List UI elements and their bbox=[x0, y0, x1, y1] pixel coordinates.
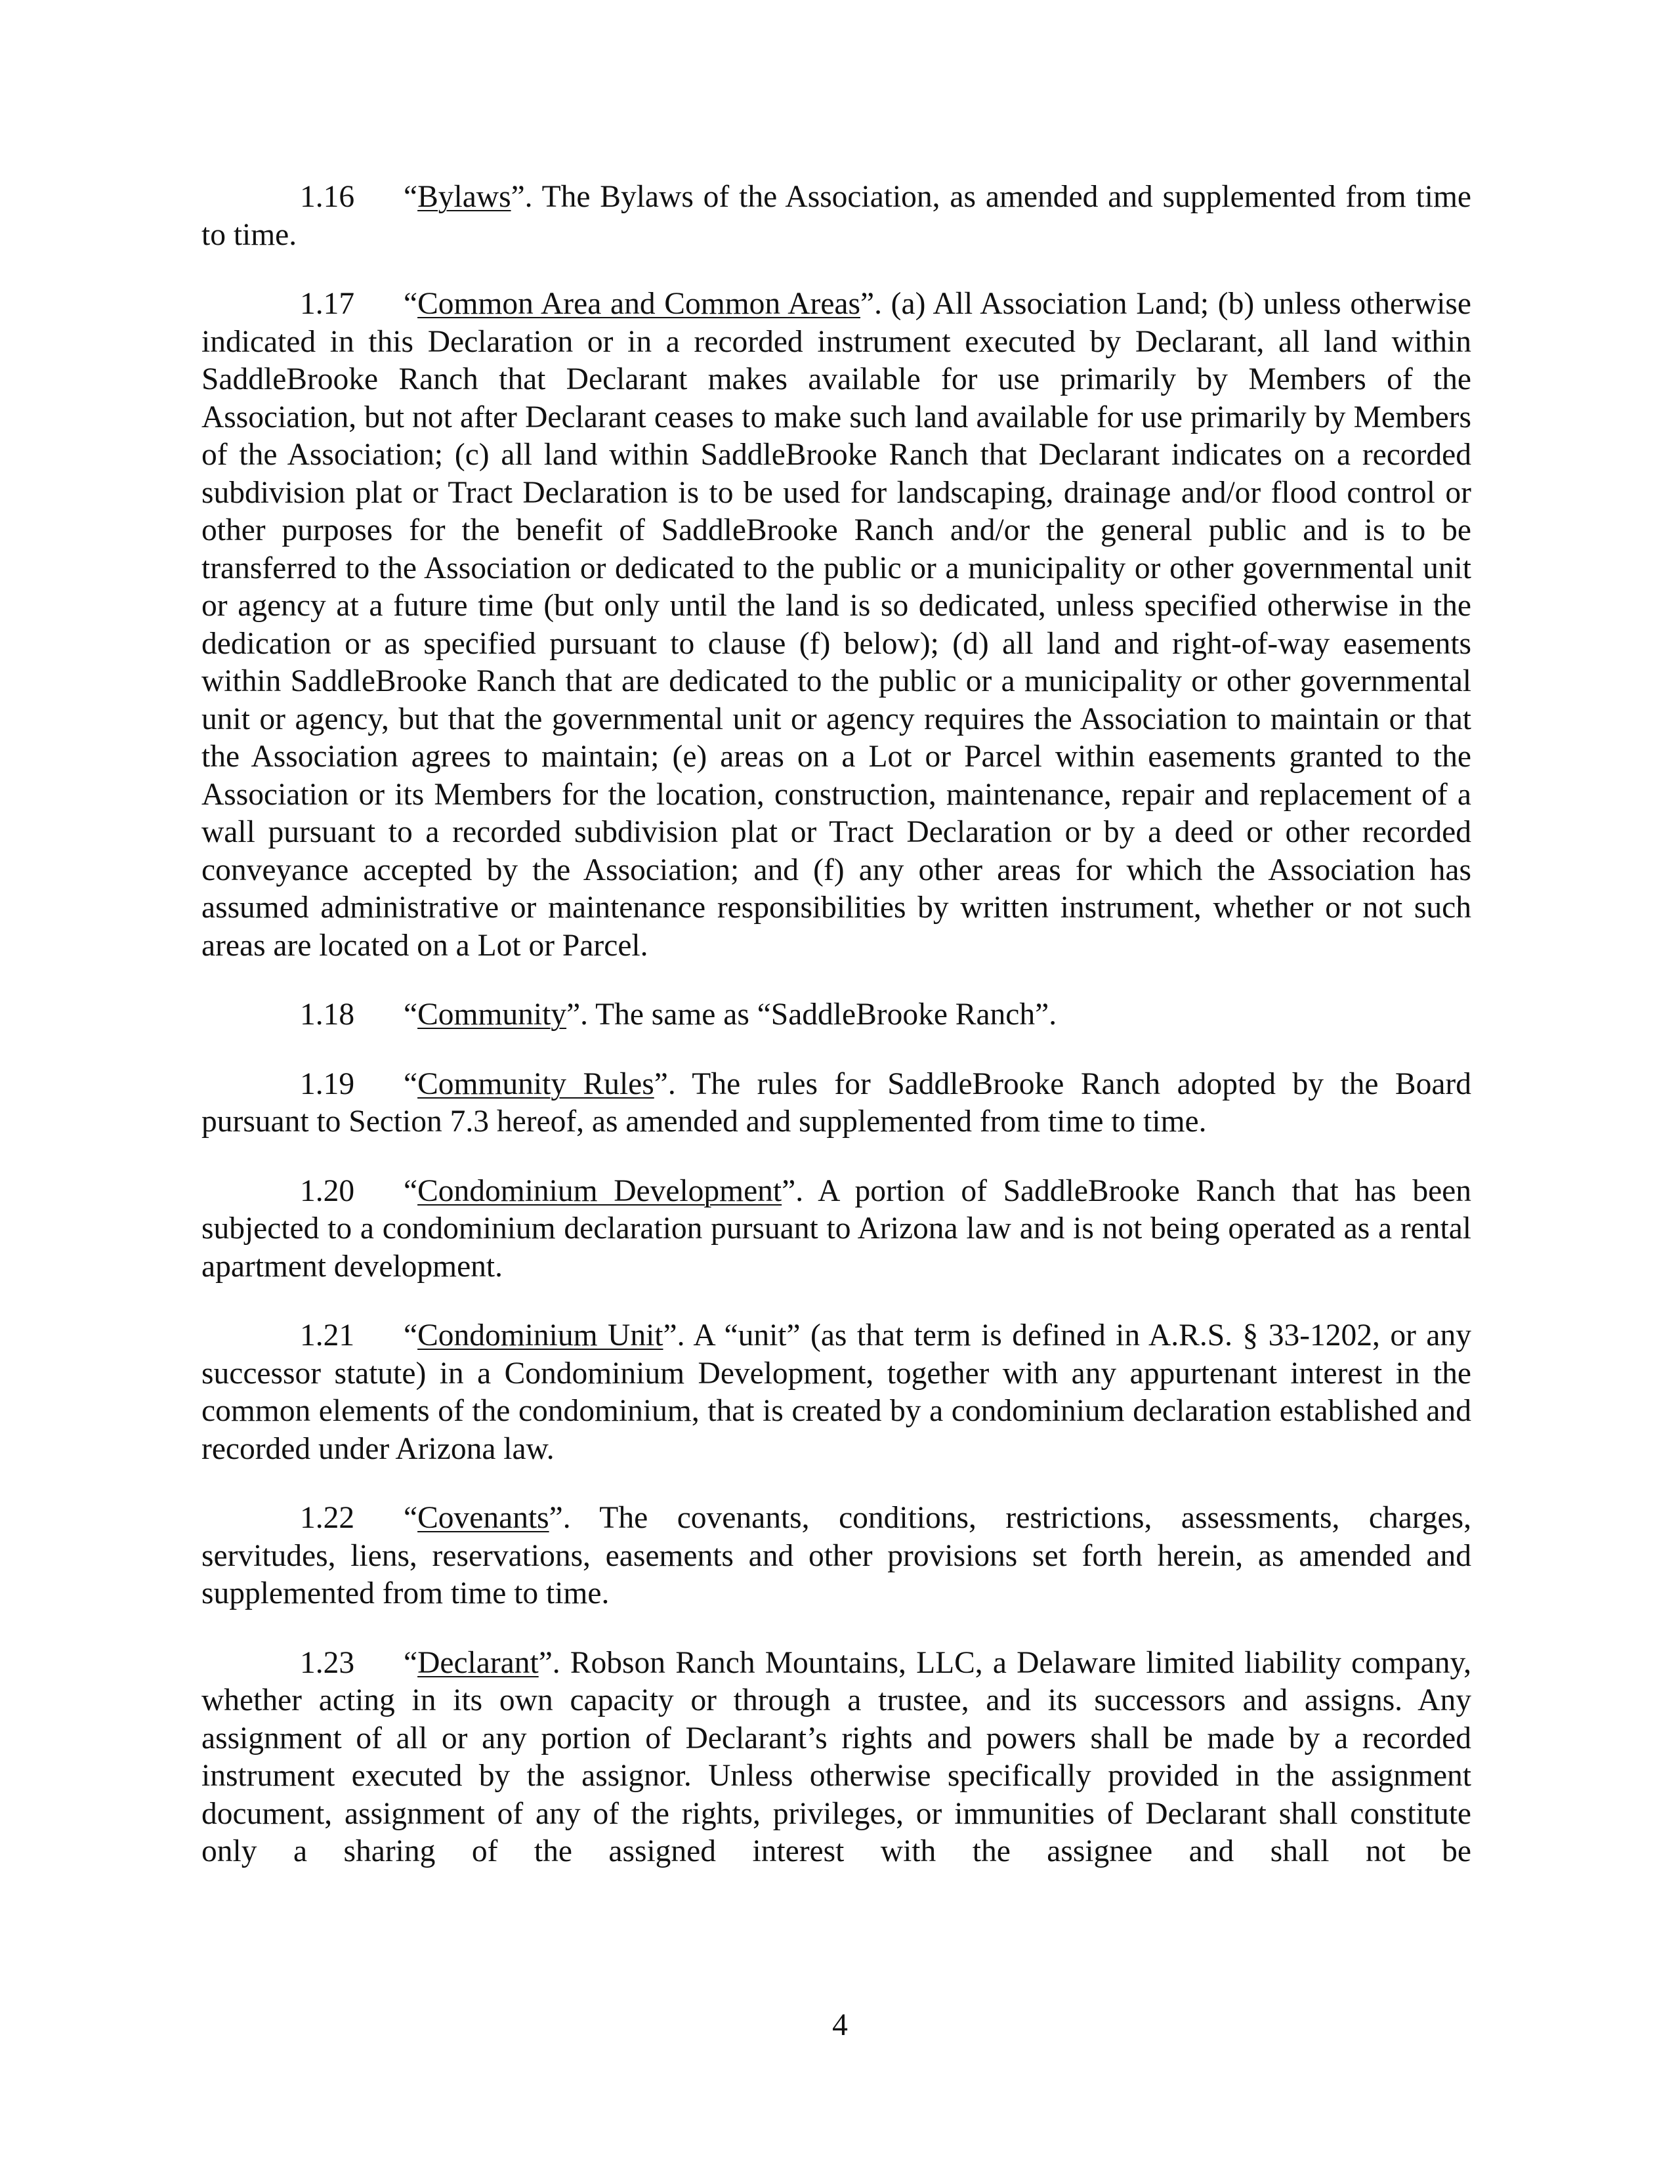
section-number: 1.16 bbox=[300, 180, 355, 214]
close-quote: ”. bbox=[663, 1318, 685, 1353]
definition-1-20 bbox=[201, 1173, 1471, 1286]
defined-term: Common Area and Common Areas bbox=[417, 287, 860, 321]
defined-term: Bylaws bbox=[417, 180, 511, 214]
defined-term: Condominium Development bbox=[417, 1173, 782, 1208]
section-number: 1.20 bbox=[300, 1173, 355, 1208]
section-number: 1.19 bbox=[300, 1066, 355, 1101]
defined-term: Declarant bbox=[417, 1645, 539, 1680]
open-quote: “ bbox=[404, 180, 418, 214]
open-quote: “ bbox=[404, 1066, 418, 1101]
section-number: 1.22 bbox=[300, 1501, 355, 1535]
section-number: 1.18 bbox=[300, 998, 355, 1032]
definition-1-18 bbox=[201, 996, 1471, 1034]
close-quote: ”. bbox=[511, 180, 533, 214]
open-quote: “ bbox=[404, 1645, 418, 1680]
definition-1-21 bbox=[201, 1317, 1471, 1468]
definition-text: The rules for SaddleBrooke Ranch adopted by the Board pursuant to Section 7.3 hereof, as amended and supplemented from time to time. bbox=[201, 1066, 1471, 1139]
close-quote: ”. bbox=[566, 998, 589, 1032]
open-quote: “ bbox=[404, 1173, 418, 1208]
open-quote: “ bbox=[404, 1318, 418, 1353]
definition-text: Robson Ranch Mountains, LLC, a Delaware limited liability company, whether acting in its own capacity or through a trustee, and its successors and assigns. Any assignment of all or any portion of Declarant’s rights and powers shall be made by a recorded instrument executed by the assignor. Unless otherwise specifically provided in the assignment document, assignment of any of the rights, privileges, or immunities of Declarant shall constitute only a sharing of the assigned interest with the assignee and shall not be bbox=[201, 1645, 1471, 1868]
close-quote: ”. bbox=[782, 1173, 804, 1208]
definition-text: The same as “SaddleBrooke Ranch”. bbox=[588, 998, 1057, 1032]
close-quote: ”. bbox=[549, 1501, 571, 1535]
close-quote: ”. bbox=[538, 1645, 560, 1680]
definition-text: A “unit” (as that term is defined in A.R.S. § 33-1202, or any successor statute) in a Condominium Development, together with any appurtenant interest in the common elements of the condominium, that is created by a condominium declaration established and recorded under Arizona law. bbox=[201, 1318, 1472, 1466]
definition-text: A portion of SaddleBrooke Ranch that has been subjected to a condominium declaration pursuant to Arizona law and is not being operated as a rental apartment development. bbox=[201, 1173, 1471, 1284]
section-number: 1.21 bbox=[300, 1318, 355, 1353]
defined-term: Community bbox=[417, 998, 567, 1032]
definition-1-17 bbox=[201, 285, 1471, 965]
open-quote: “ bbox=[404, 1501, 418, 1535]
defined-term: Community Rules bbox=[417, 1066, 654, 1101]
definition-1-16 bbox=[201, 178, 1471, 254]
defined-term: Covenants bbox=[417, 1501, 549, 1535]
open-quote: “ bbox=[404, 287, 418, 321]
document-body bbox=[201, 178, 1471, 1902]
definition-text: The covenants, conditions, restrictions, assessments, charges, servitudes, liens, reservations, easements and other provisions set forth herein, as amended and supplemented from time to time. bbox=[201, 1501, 1471, 1610]
close-quote: ”. bbox=[654, 1066, 676, 1101]
close-quote: ”. bbox=[860, 287, 882, 321]
page-number: 4 bbox=[832, 2008, 848, 2042]
defined-term: Condominium Unit bbox=[417, 1318, 663, 1353]
definition-text: (a) All Association Land; (b) unless otherwise indicated in this Declaration or in a recorded instrument executed by Declarant, all land within SaddleBrooke Ranch that Declarant makes available for use primarily by Members of the Association, but not after Declarant ceases to make such land available for use primarily by Members of the Association; (c) all land within SaddleBrooke Ranch that Declarant indicates on a recorded subdivision plat or Tract Declaration is to be used for landscaping, drainage and/or flood control or other purposes for the benefit of SaddleBrooke Ranch and/or the general public and is to be transferred to the Association or dedicated to the public or a municipality or other governmental unit or agency at a future time (but only until the land is so dedicated, unless specified otherwise in the dedication or as specified pursuant to clause (f) below); (d) all land and right-of-way easements within SaddleBrooke Ranch that are dedicated to the public or a municipality or other governmental unit or agency, but that the governmental unit or agency requires the Association to maintain or that the Association agrees to maintain; (e) areas on a Lot or Parcel within easements granted to the Association or its Members for the location, construction, maintenance, repair and replacement of a wall pursuant to a recorded subdivision plat or Tract Declaration or by a deed or other recorded conveyance accepted by the Association; and (f) any other areas for which the Association has assumed administrative or maintenance responsibilities by written instrument, whether or not such areas are located on a Lot or Parcel. bbox=[201, 287, 1471, 963]
definition-1-22 bbox=[201, 1500, 1471, 1613]
section-number: 1.17 bbox=[300, 287, 355, 321]
definition-1-19 bbox=[201, 1066, 1471, 1141]
section-number: 1.23 bbox=[300, 1645, 355, 1680]
open-quote: “ bbox=[404, 998, 418, 1032]
definition-text: The Bylaws of the Association, as amended and supplemented from time to time. bbox=[201, 180, 1471, 252]
definition-1-23 bbox=[201, 1645, 1471, 1871]
